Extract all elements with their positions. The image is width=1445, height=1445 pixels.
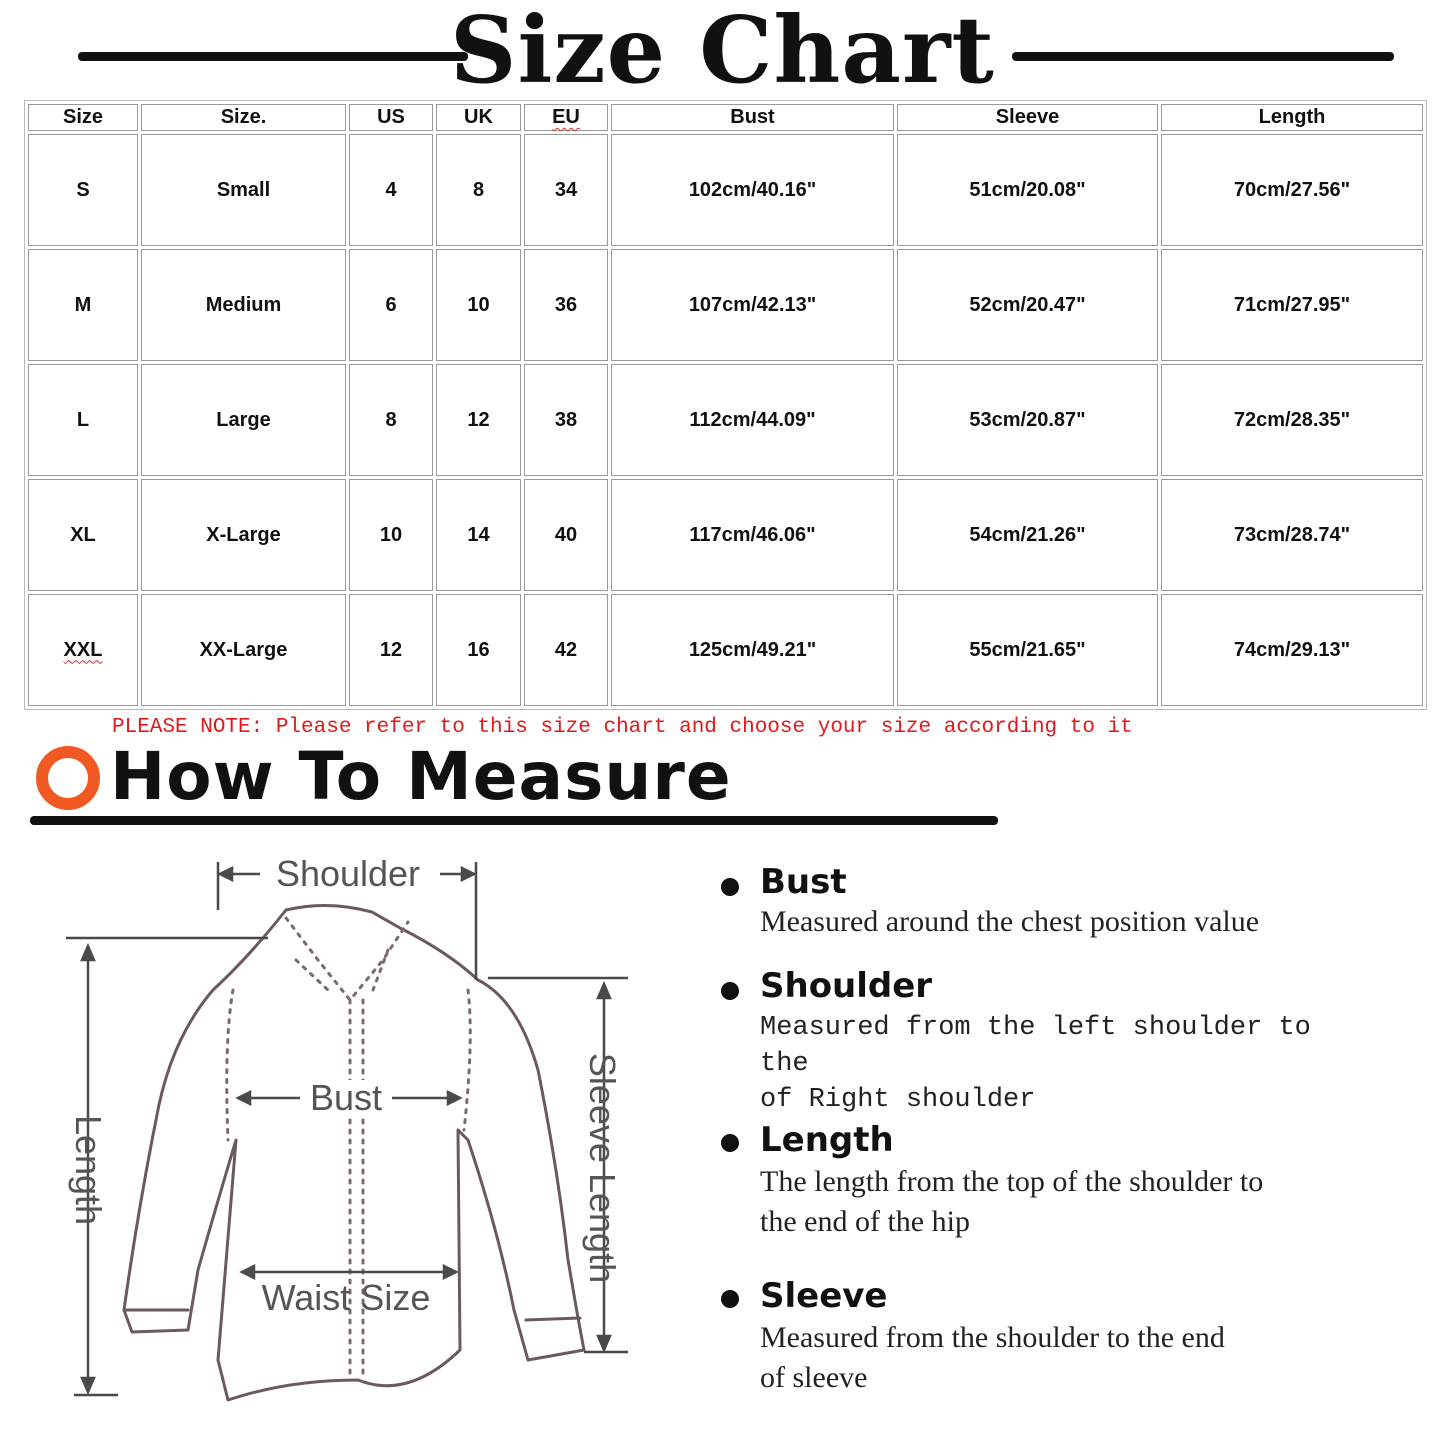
table-cell: 36 (524, 249, 608, 361)
table-row (28, 479, 1423, 591)
shirt-outline (124, 905, 584, 1400)
table-cell: 70cm/27.56" (1161, 134, 1423, 246)
bullet-icon (721, 878, 739, 896)
table-cell: 8 (349, 364, 433, 476)
table-cell: XL (28, 479, 138, 591)
table-cell: 38 (524, 364, 608, 476)
title-rule-right (1012, 52, 1394, 61)
table-cell: XX-Large (141, 594, 346, 706)
definition-text: Measured around the chest position value (760, 905, 1260, 938)
size-table (24, 100, 1427, 710)
header-cell: Sleeve (897, 104, 1158, 131)
table-cell: 54cm/21.26" (897, 479, 1158, 591)
size-chart-header (0, 0, 1445, 104)
table-cell: 4 (349, 134, 433, 246)
table-cell: 10 (349, 479, 433, 591)
table-cell: 74cm/29.13" (1161, 594, 1423, 706)
table-row (28, 364, 1423, 476)
how-to-measure-header (30, 738, 1010, 828)
table-cell: 55cm/21.65" (897, 594, 1158, 706)
table-cell: 125cm/49.21" (611, 594, 894, 706)
table-cell: X-Large (141, 479, 346, 591)
definition-text: of Right shoulder (760, 1085, 1036, 1115)
table-row (28, 134, 1423, 246)
table-cell: 71cm/27.95" (1161, 249, 1423, 361)
table-cell: 40 (524, 479, 608, 591)
waist-size-label: Waist Size (261, 1277, 431, 1318)
table-cell: 117cm/46.06" (611, 479, 894, 591)
table-header-row (28, 104, 1423, 131)
table-cell: Medium (141, 249, 346, 361)
section-rule (30, 816, 998, 825)
table-cell: XXL (28, 594, 138, 706)
definition-text: The length from the top of the shoulder to (760, 1165, 1264, 1198)
table-cell: 72cm/28.35" (1161, 364, 1423, 476)
header-cell: EU (524, 104, 608, 131)
table-cell: Small (141, 134, 346, 246)
definition-text: the end of the hip (760, 1205, 970, 1238)
table-cell: 12 (436, 364, 521, 476)
table-cell: 53cm/20.87" (897, 364, 1158, 476)
table-cell: 12 (349, 594, 433, 706)
sleeve-length-label: Sleeve Length (582, 1052, 623, 1284)
table-cell: 112cm/44.09" (611, 364, 894, 476)
orange-ring-icon (36, 746, 100, 810)
table-cell: 51cm/20.08" (897, 134, 1158, 246)
definition-text: of sleeve (760, 1361, 868, 1394)
header-cell: Size. (141, 104, 346, 131)
table-cell: 16 (436, 594, 521, 706)
shoulder-label: Shoulder (275, 853, 421, 894)
length-label: Length (68, 1114, 109, 1226)
how-to-measure-title: How To Measure (110, 738, 732, 815)
header-cell: Size (28, 104, 138, 131)
bullet-icon (721, 982, 739, 1000)
table-row (28, 594, 1423, 706)
table-cell: 52cm/20.47" (897, 249, 1158, 361)
definition-text: Measured from the left shoulder to the (760, 1013, 1311, 1079)
table-cell: Large (141, 364, 346, 476)
bullet-icon (721, 1134, 739, 1152)
header-cell: Length (1161, 104, 1423, 131)
table-cell: 102cm/40.16" (611, 134, 894, 246)
header-cell: UK (436, 104, 521, 131)
definition-text: Measured from the shoulder to the end (760, 1321, 1225, 1354)
shirt-measure-diagram (28, 840, 668, 1430)
table-cell: 10 (436, 249, 521, 361)
table-cell: S (28, 134, 138, 246)
table-cell: 8 (436, 134, 521, 246)
table-cell: 42 (524, 594, 608, 706)
size-note: PLEASE NOTE: Please refer to this size chart and choose your size according to it (112, 716, 1133, 739)
bullet-icon (721, 1290, 739, 1308)
table-cell: 73cm/28.74" (1161, 479, 1423, 591)
table-cell: L (28, 364, 138, 476)
table-row (28, 249, 1423, 361)
table-cell: 34 (524, 134, 608, 246)
header-cell: US (349, 104, 433, 131)
table-cell: 6 (349, 249, 433, 361)
bust-label: Bust (309, 1077, 383, 1118)
table-cell: 107cm/42.13" (611, 249, 894, 361)
measure-definitions: Bust Measured around the chest position value Shoulder Measured from the left shoulder to the of Right shoulder Length The length from the top of the shoulder to the end of the hip Sleeve Measured from the shoulder to the end of sleeve (718, 862, 1418, 1422)
page-title: Size Chart (450, 0, 995, 104)
header-cell: Bust (611, 104, 894, 131)
table-cell: 14 (436, 479, 521, 591)
table-cell: M (28, 249, 138, 361)
